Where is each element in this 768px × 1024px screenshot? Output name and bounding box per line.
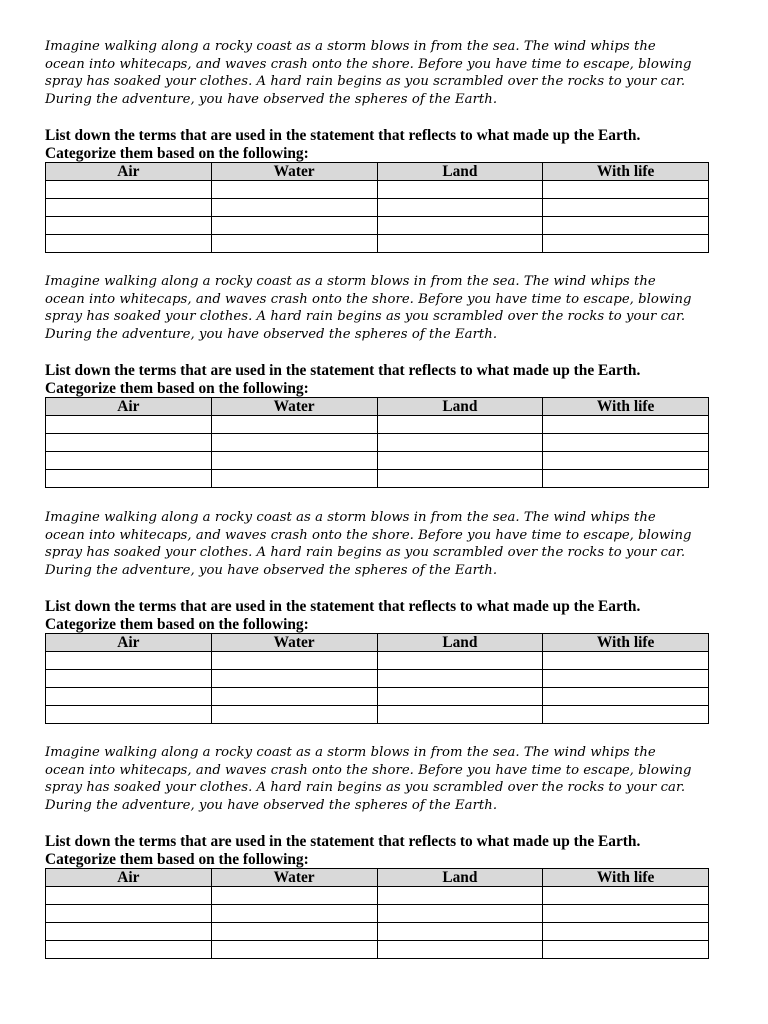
passage-line: During the adventure, you have observed the spheres of the Earth. bbox=[45, 797, 498, 813]
column-header-land: Land bbox=[377, 634, 543, 652]
passage-line: spray has soaked your clothes. A hard rain begins as you scrambled over the rocks to your car. bbox=[45, 309, 686, 325]
answer-cell[interactable] bbox=[543, 181, 709, 199]
answer-cell[interactable] bbox=[377, 887, 543, 905]
column-header-land: Land bbox=[377, 869, 543, 887]
answer-cell[interactable] bbox=[46, 887, 212, 905]
column-header-with-life: With life bbox=[543, 634, 709, 652]
column-header-air: Air bbox=[46, 398, 212, 416]
passage-line: ocean into whitecaps, and waves crash onto the shore. Before you have time to escape, blowing bbox=[45, 291, 692, 307]
table-header-row bbox=[46, 163, 709, 181]
answer-cell[interactable] bbox=[211, 706, 377, 724]
answer-cell[interactable] bbox=[211, 688, 377, 706]
answer-cell[interactable] bbox=[211, 905, 377, 923]
answer-cell[interactable] bbox=[377, 452, 543, 470]
column-header-water: Water bbox=[211, 398, 377, 416]
answer-cell[interactable] bbox=[46, 941, 212, 959]
answer-cell[interactable] bbox=[46, 923, 212, 941]
answer-cell[interactable] bbox=[211, 416, 377, 434]
passage-line: ocean into whitecaps, and waves crash onto the shore. Before you have time to escape, blowing bbox=[45, 56, 692, 72]
passage-line: spray has soaked your clothes. A hard rain begins as you scrambled over the rocks to your car. bbox=[45, 74, 686, 90]
table-row bbox=[46, 181, 709, 199]
worksheet-section-1 bbox=[45, 38, 709, 253]
worksheet-section-2 bbox=[45, 273, 709, 488]
table-row bbox=[46, 688, 709, 706]
table-row bbox=[46, 706, 709, 724]
table-row bbox=[46, 923, 709, 941]
table-row bbox=[46, 452, 709, 470]
answer-cell[interactable] bbox=[377, 181, 543, 199]
answer-cell[interactable] bbox=[211, 670, 377, 688]
answer-cell[interactable] bbox=[46, 688, 212, 706]
passage-line: During the adventure, you have observed the spheres of the Earth. bbox=[45, 562, 498, 578]
column-header-land: Land bbox=[377, 398, 543, 416]
answer-cell[interactable] bbox=[211, 217, 377, 235]
table-header-row bbox=[46, 398, 709, 416]
answer-cell[interactable] bbox=[543, 706, 709, 724]
worksheet-section-3 bbox=[45, 509, 709, 724]
passage-line: Imagine walking along a rocky coast as a storm blows in from the sea. The wind whips the bbox=[45, 274, 656, 289]
table-header-row bbox=[46, 869, 709, 887]
instruction-line: Categorize them based on the following: bbox=[45, 615, 309, 633]
category-table bbox=[45, 868, 709, 959]
answer-cell[interactable] bbox=[211, 199, 377, 217]
answer-cell[interactable] bbox=[211, 452, 377, 470]
answer-cell[interactable] bbox=[543, 887, 709, 905]
passage bbox=[45, 38, 709, 108]
table-header-row bbox=[46, 634, 709, 652]
table-row bbox=[46, 217, 709, 235]
answer-cell[interactable] bbox=[46, 905, 212, 923]
answer-cell[interactable] bbox=[543, 923, 709, 941]
instruction-line: Categorize them based on the following: bbox=[45, 379, 309, 397]
passage-line: Imagine walking along a rocky coast as a storm blows in from the sea. The wind whips the bbox=[45, 745, 656, 760]
answer-cell[interactable] bbox=[543, 434, 709, 452]
instruction-line: List down the terms that are used in the statement that reflects to what made up the Earth. bbox=[45, 127, 641, 145]
passage-line: During the adventure, you have observed the spheres of the Earth. bbox=[45, 91, 498, 107]
table-row bbox=[46, 434, 709, 452]
answer-cell[interactable] bbox=[377, 416, 543, 434]
worksheet-section-4 bbox=[45, 744, 709, 959]
answer-cell[interactable] bbox=[211, 887, 377, 905]
answer-cell[interactable] bbox=[211, 470, 377, 488]
answer-cell[interactable] bbox=[211, 941, 377, 959]
column-header-air: Air bbox=[46, 869, 212, 887]
category-table bbox=[45, 162, 709, 253]
passage-line: spray has soaked your clothes. A hard rain begins as you scrambled over the rocks to your car. bbox=[45, 780, 686, 796]
column-header-with-life: With life bbox=[543, 869, 709, 887]
column-header-land: Land bbox=[377, 163, 543, 181]
instruction-line: List down the terms that are used in the statement that reflects to what made up the Earth. bbox=[45, 362, 641, 380]
answer-cell[interactable] bbox=[543, 905, 709, 923]
passage-line: ocean into whitecaps, and waves crash onto the shore. Before you have time to escape, blowing bbox=[45, 527, 692, 543]
table-row bbox=[46, 652, 709, 670]
answer-cell[interactable] bbox=[377, 652, 543, 670]
passage bbox=[45, 273, 709, 343]
answer-cell[interactable] bbox=[211, 652, 377, 670]
table-row bbox=[46, 199, 709, 217]
answer-cell[interactable] bbox=[46, 235, 212, 253]
instruction-line: Categorize them based on the following: bbox=[45, 850, 309, 868]
answer-cell[interactable] bbox=[211, 923, 377, 941]
instruction bbox=[45, 833, 709, 868]
answer-cell[interactable] bbox=[543, 688, 709, 706]
answer-cell[interactable] bbox=[46, 670, 212, 688]
answer-cell[interactable] bbox=[377, 706, 543, 724]
table-row bbox=[46, 235, 709, 253]
answer-cell[interactable] bbox=[377, 688, 543, 706]
table-row bbox=[46, 670, 709, 688]
answer-cell[interactable] bbox=[377, 470, 543, 488]
answer-cell[interactable] bbox=[543, 670, 709, 688]
table-row bbox=[46, 905, 709, 923]
instruction-line: Categorize them based on the following: bbox=[45, 144, 309, 162]
answer-cell[interactable] bbox=[46, 452, 212, 470]
answer-cell[interactable] bbox=[46, 434, 212, 452]
table-row bbox=[46, 470, 709, 488]
passage-line: ocean into whitecaps, and waves crash onto the shore. Before you have time to escape, blowing bbox=[45, 762, 692, 778]
table-row bbox=[46, 887, 709, 905]
passage-line: During the adventure, you have observed the spheres of the Earth. bbox=[45, 326, 498, 342]
passage bbox=[45, 744, 709, 814]
instruction-line: List down the terms that are used in the statement that reflects to what made up the Earth. bbox=[45, 598, 641, 616]
answer-cell[interactable] bbox=[543, 217, 709, 235]
answer-cell[interactable] bbox=[543, 235, 709, 253]
instruction bbox=[45, 127, 709, 162]
answer-cell[interactable] bbox=[46, 199, 212, 217]
passage bbox=[45, 509, 709, 579]
instruction bbox=[45, 598, 709, 633]
answer-cell[interactable] bbox=[377, 923, 543, 941]
answer-cell[interactable] bbox=[46, 416, 212, 434]
answer-cell[interactable] bbox=[377, 670, 543, 688]
category-table bbox=[45, 397, 709, 488]
column-header-water: Water bbox=[211, 163, 377, 181]
answer-cell[interactable] bbox=[377, 941, 543, 959]
column-header-with-life: With life bbox=[543, 163, 709, 181]
answer-cell[interactable] bbox=[377, 434, 543, 452]
passage-line: spray has soaked your clothes. A hard rain begins as you scrambled over the rocks to your car. bbox=[45, 545, 686, 561]
table-row bbox=[46, 416, 709, 434]
answer-cell[interactable] bbox=[211, 181, 377, 199]
answer-cell[interactable] bbox=[377, 235, 543, 253]
answer-cell[interactable] bbox=[46, 181, 212, 199]
column-header-water: Water bbox=[211, 869, 377, 887]
passage-line: Imagine walking along a rocky coast as a storm blows in from the sea. The wind whips the bbox=[45, 39, 656, 54]
answer-cell[interactable] bbox=[377, 217, 543, 235]
answer-cell[interactable] bbox=[46, 706, 212, 724]
instruction-line: List down the terms that are used in the statement that reflects to what made up the Earth. bbox=[45, 833, 641, 851]
answer-cell[interactable] bbox=[211, 235, 377, 253]
category-table bbox=[45, 633, 709, 724]
passage-line: Imagine walking along a rocky coast as a storm blows in from the sea. The wind whips the bbox=[45, 510, 656, 525]
answer-cell[interactable] bbox=[46, 217, 212, 235]
column-header-air: Air bbox=[46, 634, 212, 652]
column-header-air: Air bbox=[46, 163, 212, 181]
column-header-water: Water bbox=[211, 634, 377, 652]
answer-cell[interactable] bbox=[543, 416, 709, 434]
answer-cell[interactable] bbox=[211, 434, 377, 452]
column-header-with-life: With life bbox=[543, 398, 709, 416]
answer-cell[interactable] bbox=[46, 470, 212, 488]
answer-cell[interactable] bbox=[543, 652, 709, 670]
table-row bbox=[46, 941, 709, 959]
answer-cell[interactable] bbox=[46, 652, 212, 670]
answer-cell[interactable] bbox=[377, 905, 543, 923]
answer-cell[interactable] bbox=[543, 199, 709, 217]
instruction bbox=[45, 362, 709, 397]
answer-cell[interactable] bbox=[543, 452, 709, 470]
answer-cell[interactable] bbox=[543, 470, 709, 488]
answer-cell[interactable] bbox=[377, 199, 543, 217]
answer-cell[interactable] bbox=[543, 941, 709, 959]
